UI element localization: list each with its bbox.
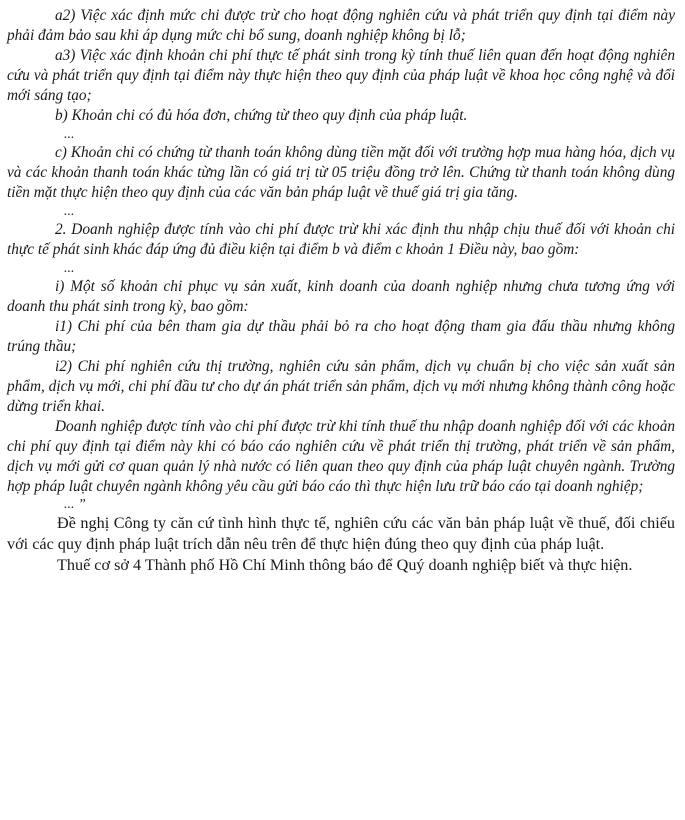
paragraph-recommendation: Đề nghị Công ty căn cứ tình hình thực tế, nghiên cứu các văn bản pháp luật về thuế, đối chiếu với các quy định pháp luật trích dẫn nêu trên để thực hiện đúng theo quy định của pháp luật. [7,514,675,553]
paragraph-notice: Thuế cơ sở 4 Thành phố Hồ Chí Minh thông báo để Quý doanh nghiệp biết và thực hiện. [57,556,633,574]
paragraph-a3: a3) Việc xác định khoản chi phí thực tế phát sinh trong kỳ tính thuế liên quan đến hoạt động nghiên cứu và phát triển quy định tại điểm này thực hiện theo quy định của pháp luật về khoa học công nghệ và đổi mới sáng tạo; [7,47,675,104]
closing-quote: ... ” [64,497,86,512]
paragraph-a2: a2) Việc xác định mức chi được trừ cho hoạt động nghiên cứu và phát triển quy định tại điểm này phải đảm bảo sau khi áp dụng mức chi bổ sung, doanh nghiệp không bị lỗ; [7,7,675,44]
paragraph-clause-2: 2. Doanh nghiệp được tính vào chi phí được trừ khi xác định thu nhập chịu thuế đối với khoản chi thực tế phát sinh khác đáp ứng đủ điều kiện tại điểm b và điểm c khoản 1 Điều này, bao gồm: [7,221,675,258]
paragraph-deduction-note: Doanh nghiệp được tính vào chi phí được trừ khi tính thuế thu nhập doanh nghiệp đối với các khoản chi phí quy định tại điểm này khi có báo cáo nghiên cứu về phát triển thị trường, phát triển về sản phẩm, dịch vụ mới gửi cơ quan quản lý nhà nước có liên quan theo quy định của pháp luật chuyên ngành. Trường hợp pháp luật chuyên ngành không yêu cầu gửi báo cáo thì thực hiện lưu trữ báo cáo tại doanh nghiệp; [7,418,675,495]
ellipsis-1: ... [64,127,75,142]
ellipsis-3: ... [64,261,75,276]
paragraph-c: c) Khoản chi có chứng từ thanh toán không dùng tiền mặt đối với trường hợp mua hàng hóa, dịch vụ và các khoản thanh toán khác từng lần có giá trị từ 05 triệu đồng trở lên. Chứng từ thanh toán không dùng tiền mặt thực hiện theo quy định của các văn bản pháp luật về thuế giá trị gia tăng. [7,144,675,201]
ellipsis-2: ... [64,204,75,219]
paragraph-i1: i1) Chi phí của bên tham gia dự thầu phải bỏ ra cho hoạt động tham gia đấu thầu nhưng không trúng thầu; [7,318,675,355]
paragraph-b: b) Khoản chi có đủ hóa đơn, chứng từ theo quy định của pháp luật. [55,107,468,124]
paragraph-i2: i2) Chi phí nghiên cứu thị trường, nghiên cứu sản phẩm, dịch vụ chuẩn bị cho việc sản xuất sản phẩm, dịch vụ mới, chi phí đầu tư cho dự án phát triển sản phẩm, dịch vụ mới nhưng không thành công hoặc dừng triển khai. [7,358,675,415]
paragraph-i: i) Một số khoản chi phục vụ sản xuất, kinh doanh của doanh nghiệp nhưng chưa tương ứng với doanh thu phát sinh trong kỳ, bao gồm: [7,278,675,315]
